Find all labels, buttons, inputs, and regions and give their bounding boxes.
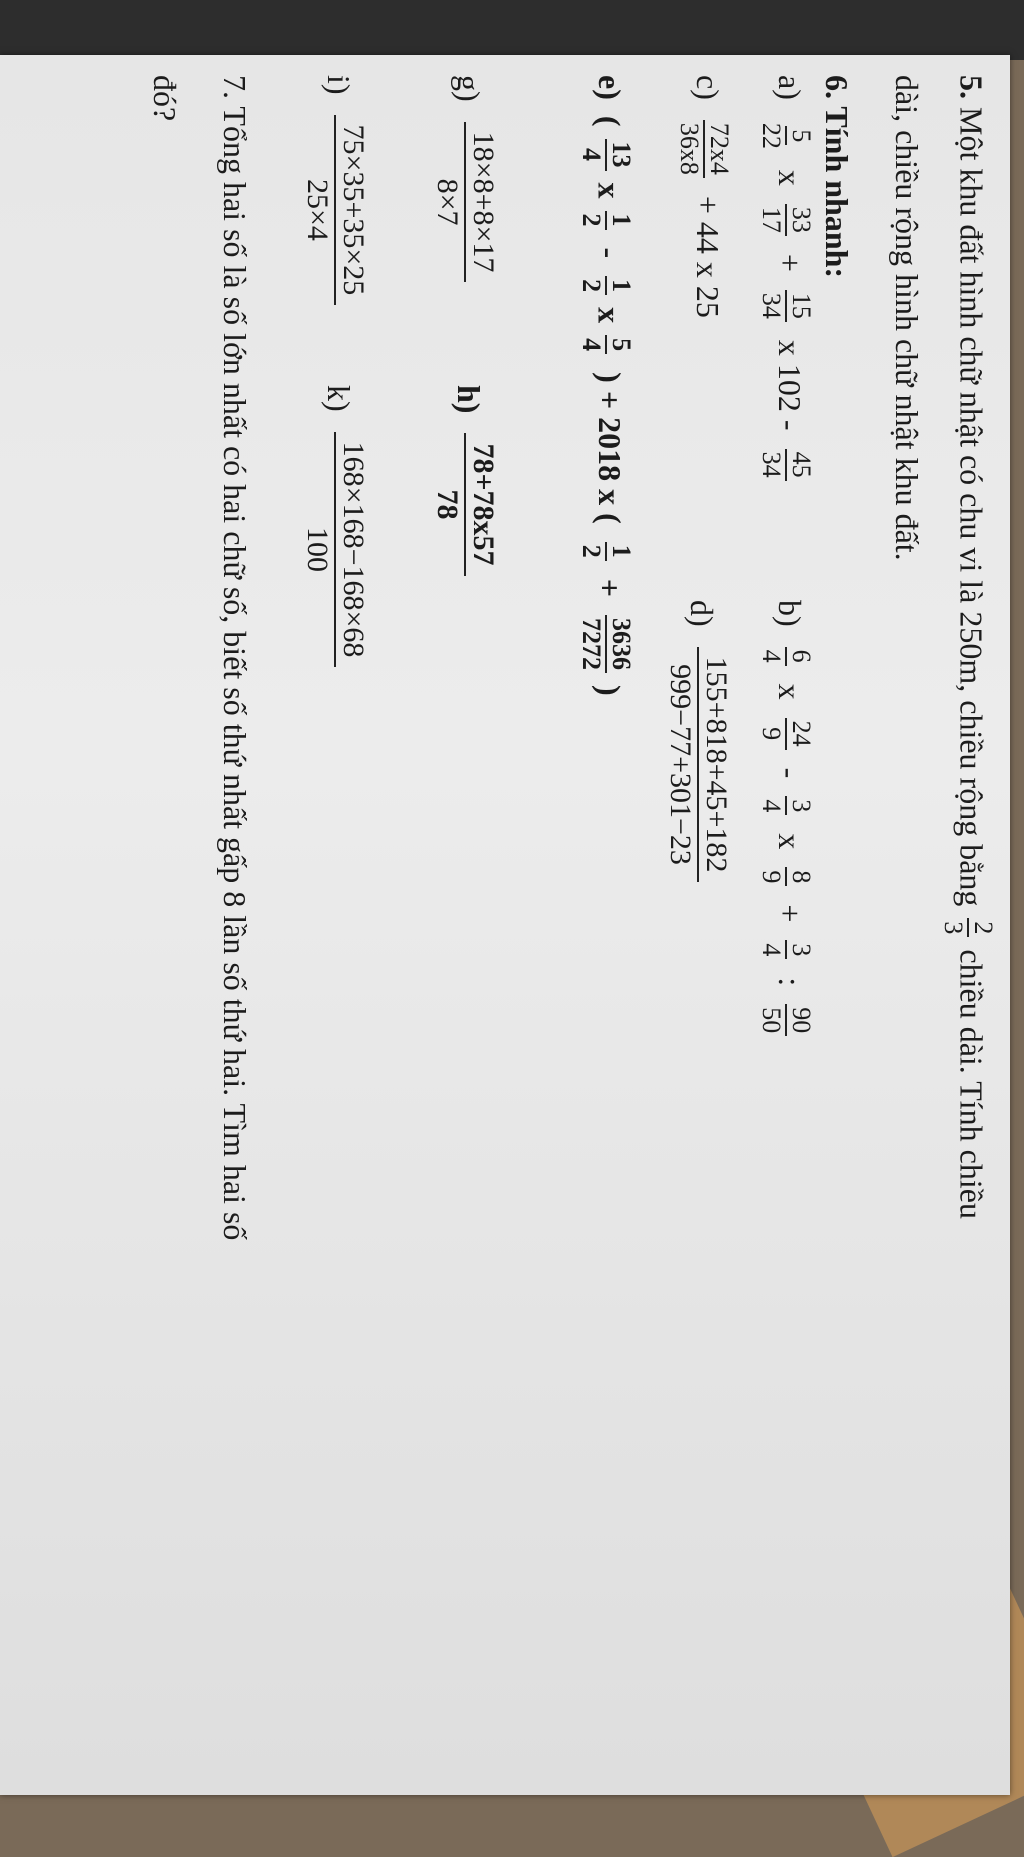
fraction: 24 9 <box>757 718 815 750</box>
fraction: 5 4 <box>577 335 635 354</box>
problem-6e-label: e) <box>591 75 628 100</box>
fraction: 1 2 <box>577 276 635 295</box>
problem-5-text-1: Một khu đất hình chữ nhật có chu vi là 250m, chiều rộng bằng <box>953 107 990 907</box>
problem-6i-label: i) <box>320 75 357 95</box>
problem-5-line-2 <box>887 75 927 561</box>
fraction: 6 4 <box>757 647 815 666</box>
fraction: 155+818+45+182 999−77+301−23 <box>663 647 733 883</box>
problem-7-line-1: 7. Tổng hai số là số lớn nhất có hai chữ số, biết số thứ nhất gấp 8 lần số thứ hai. Tìm hai số <box>217 75 253 1241</box>
problem-5-text-3: dài, chiều rộng hình chữ nhật khu đất. <box>889 75 925 561</box>
problem-5-number: 5. <box>953 75 990 99</box>
problem-6c-label: c) <box>689 75 726 100</box>
worksheet-content <box>45 55 1024 1795</box>
fraction: 33 17 <box>757 204 815 236</box>
problem-7-line-2: đó? <box>147 75 183 122</box>
problem-6b-label: b) <box>771 600 808 627</box>
fraction: 15 34 <box>757 290 815 322</box>
fraction: 168×168−168×68 100 <box>300 432 370 668</box>
fraction: 90 50 <box>757 1004 815 1036</box>
problem-6a: a) 5 22 x 33 17 + 15 34 x 102 - 45 34 <box>757 75 815 485</box>
problem-6g <box>430 75 500 286</box>
problem-6b: b) 6 4 x 24 9 - 3 4 x 8 9 + 3 4 : 90 50 <box>757 600 815 1040</box>
fraction: 75×35+35×25 25×4 <box>300 115 370 306</box>
problem-6d <box>663 600 733 886</box>
problem-6g-label: g) <box>450 75 487 102</box>
problem-5-text-2: chiều dài. Tính chiều <box>953 949 990 1219</box>
fraction: 78+78x57 78 <box>430 433 500 575</box>
fraction: 72x4 36x8 <box>675 120 733 178</box>
problem-6k-label: k) <box>320 385 357 412</box>
problem-6-title: 6. Tính nhanh: <box>819 75 855 279</box>
fraction: 45 34 <box>757 449 815 481</box>
problem-6i <box>300 75 370 309</box>
fraction: 1 2 <box>577 211 635 230</box>
fraction: 18×8+8×17 8×7 <box>430 122 500 283</box>
fraction: 3 4 <box>757 940 815 959</box>
fraction: 1 2 <box>577 542 635 561</box>
problem-5-fraction: 2 3 <box>939 918 997 937</box>
problem-6a-label: a) <box>771 75 808 100</box>
problem-6d-label: d) <box>683 600 720 627</box>
paper-sheet <box>0 55 1010 1795</box>
problem-6h <box>430 385 500 580</box>
problem-6h-label: h) <box>450 385 487 414</box>
problem-6k <box>300 385 370 671</box>
fraction: 3 4 <box>757 796 815 815</box>
fraction: 8 9 <box>757 867 815 886</box>
problem-5-line-1 <box>939 75 997 1219</box>
problem-6e: e) ( 13 4 x 1 2 - 1 2 x 5 4 ) + 2018 x ( 1 2 + 3636 7272 ) <box>577 75 636 696</box>
fraction: 5 22 <box>757 122 816 149</box>
background-dark-top <box>0 0 1024 60</box>
fraction: 13 4 <box>577 139 635 171</box>
problem-6c: c) 72x4 36x8 + 44 x 25 <box>675 75 734 318</box>
fraction: 3636 7272 <box>577 615 635 673</box>
